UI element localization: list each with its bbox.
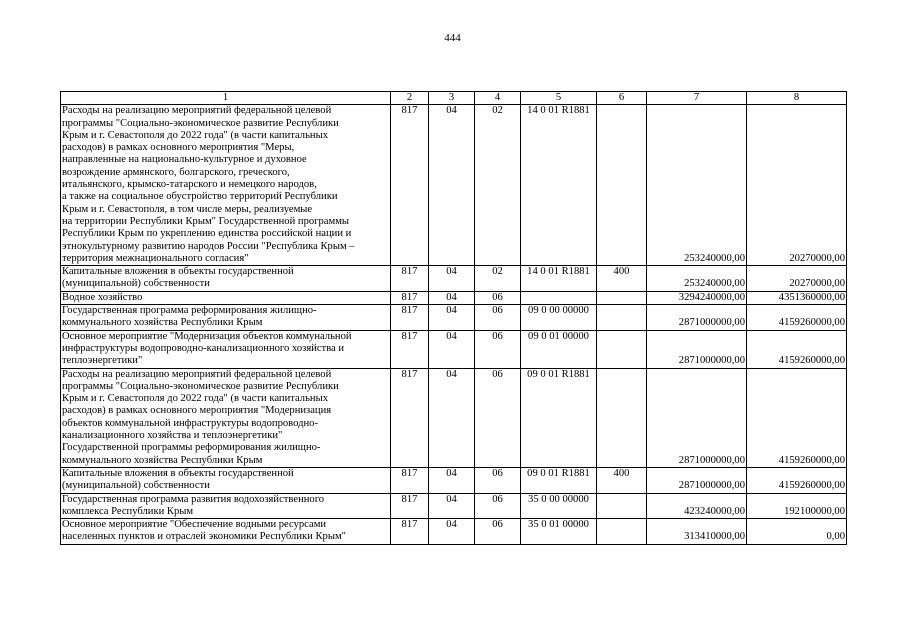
cell-expense-type: 400 [597, 467, 647, 493]
cell-name [61, 493, 391, 519]
header-cell: 1 [61, 92, 391, 105]
cell-admin-code: 817 [391, 266, 429, 292]
cell-amount-year-2: 0,00 [747, 519, 847, 545]
header-cell: 4 [475, 92, 521, 105]
cell-amount-year-1: 313410000,00 [647, 519, 747, 545]
cell-amount-year-1: 2871000000,00 [647, 368, 747, 467]
cell-section: 04 [429, 519, 475, 545]
cell-amount-year-2: 4159260000,00 [747, 305, 847, 331]
cell-name [61, 266, 391, 292]
cell-section: 04 [429, 266, 475, 292]
cell-amount-year-1: 423240000,00 [647, 493, 747, 519]
cell-target-article: 35 0 00 00000 [521, 493, 597, 519]
cell-amount-year-1: 2871000000,00 [647, 330, 747, 368]
table-row [61, 493, 847, 519]
cell-name-text: Государственная программа развития водохозяйственного комплекса Республики Крым [62, 493, 325, 517]
table-row [61, 105, 847, 266]
cell-subsection: 06 [475, 519, 521, 545]
cell-name-text: Государственная программа реформирования жилищно- коммунального хозяйства Республики Крым [62, 305, 317, 329]
cell-amount-year-2: 192100000,00 [747, 493, 847, 519]
cell-name-text: Расходы на реализацию мероприятий федеральной целевой программы "Социально-экономическое развитие Республики Крым и г. Севастополя до 2022 года" (в части капитальных расходов) в рамках основного мероприятия "Меры, направленные на национально-культурное и духовное возрождение армянского, болгарского, греческого, итальянского, крымско-татарского и немецкого народов, а также на социальное обустройство территорий Республики Крым и г. Севастополя, в том числе меры, реализуемые на территории Республики Крым" Государственной программы Республики Крым по укреплению единства российской нации и этнокультурному развитию народов России "Республика Крым – территория межнационального согласия" [62, 105, 355, 264]
header-cell: 6 [597, 92, 647, 105]
table-body [61, 92, 847, 545]
header-cell: 8 [747, 92, 847, 105]
header-cell: 5 [521, 92, 597, 105]
cell-subsection: 06 [475, 305, 521, 331]
cell-admin-code: 817 [391, 105, 429, 266]
cell-section: 04 [429, 330, 475, 368]
cell-target-article: 14 0 01 R1881 [521, 105, 597, 266]
cell-target-article: 09 0 01 R1881 [521, 467, 597, 493]
cell-section: 04 [429, 305, 475, 331]
cell-amount-year-1: 253240000,00 [647, 105, 747, 266]
cell-section: 04 [429, 368, 475, 467]
table-row [61, 330, 847, 368]
cell-name-text: Водное хозяйство [62, 291, 143, 303]
cell-expense-type [597, 105, 647, 266]
header-cell: 7 [647, 92, 747, 105]
cell-amount-year-2: 20270000,00 [747, 266, 847, 292]
cell-subsection: 06 [475, 368, 521, 467]
table-row [61, 467, 847, 493]
cell-expense-type [597, 291, 647, 304]
cell-amount-year-2: 4159260000,00 [747, 467, 847, 493]
cell-section: 04 [429, 291, 475, 304]
cell-admin-code: 817 [391, 330, 429, 368]
cell-name-text: Капитальные вложения в объекты государственной (муниципальной) собственности [62, 266, 294, 290]
cell-target-article: 35 0 01 00000 [521, 519, 597, 545]
cell-subsection: 06 [475, 291, 521, 304]
cell-subsection: 06 [475, 330, 521, 368]
cell-subsection: 02 [475, 266, 521, 292]
cell-expense-type [597, 330, 647, 368]
header-row [61, 92, 847, 105]
cell-admin-code: 817 [391, 519, 429, 545]
cell-name [61, 519, 391, 545]
cell-target-article: 09 0 00 00000 [521, 305, 597, 331]
cell-amount-year-2: 20270000,00 [747, 105, 847, 266]
header-cell: 2 [391, 92, 429, 105]
cell-amount-year-2: 4351360000,00 [747, 291, 847, 304]
cell-name [61, 105, 391, 266]
cell-name-text: Расходы на реализацию мероприятий федеральной целевой программы "Социально-экономическое развитие Республики Крым и г. Севастополя до 2022 года" (в части капитальных расходов) в рамках основного мероприятия "Модернизация объектов коммунальной инфраструктуры водопроводно- канализационного хозяйства и теплоэнергетики" Государственной программы реформирования жилищно- коммунального хозяйства Республики Крым [62, 368, 339, 466]
cell-admin-code: 817 [391, 291, 429, 304]
cell-name [61, 291, 391, 304]
cell-name [61, 467, 391, 493]
cell-amount-year-1: 2871000000,00 [647, 467, 747, 493]
cell-target-article: 14 0 01 R1881 [521, 266, 597, 292]
cell-amount-year-1: 2871000000,00 [647, 305, 747, 331]
cell-name [61, 368, 391, 467]
cell-subsection: 06 [475, 493, 521, 519]
table-row [61, 266, 847, 292]
cell-expense-type [597, 368, 647, 467]
cell-target-article: 09 0 01 00000 [521, 330, 597, 368]
cell-expense-type [597, 493, 647, 519]
cell-expense-type [597, 305, 647, 331]
cell-admin-code: 817 [391, 368, 429, 467]
cell-admin-code: 817 [391, 493, 429, 519]
cell-name [61, 330, 391, 368]
cell-target-article: 09 0 01 R1881 [521, 368, 597, 467]
cell-name-text: Основное мероприятие "Модернизация объектов коммунальной инфраструктуры водопроводно-канализационного хозяйства и теплоэнергетики" [62, 330, 352, 367]
cell-amount-year-1: 253240000,00 [647, 266, 747, 292]
cell-admin-code: 817 [391, 467, 429, 493]
cell-name [61, 305, 391, 331]
cell-subsection: 02 [475, 105, 521, 266]
cell-target-article [521, 291, 597, 304]
cell-section: 04 [429, 493, 475, 519]
cell-amount-year-2: 4159260000,00 [747, 368, 847, 467]
table-row [61, 519, 847, 545]
cell-expense-type: 400 [597, 266, 647, 292]
header-cell: 3 [429, 92, 475, 105]
cell-name-text: Капитальные вложения в объекты государственной (муниципальной) собственности [62, 467, 294, 492]
cell-admin-code: 817 [391, 305, 429, 331]
table-row [61, 305, 847, 331]
cell-amount-year-1: 3294240000,00 [647, 291, 747, 304]
cell-section: 04 [429, 467, 475, 493]
cell-amount-year-2: 4159260000,00 [747, 330, 847, 368]
table-row [61, 368, 847, 467]
cell-subsection: 06 [475, 467, 521, 493]
cell-name-text: Основное мероприятие "Обеспечение водными ресурсами населенных пунктов и отраслей экономики Республики Крым" [62, 519, 346, 543]
cell-expense-type [597, 519, 647, 545]
table-row [61, 291, 847, 304]
budget-table [60, 91, 847, 545]
cell-section: 04 [429, 105, 475, 266]
page-number: 444 [444, 32, 461, 44]
